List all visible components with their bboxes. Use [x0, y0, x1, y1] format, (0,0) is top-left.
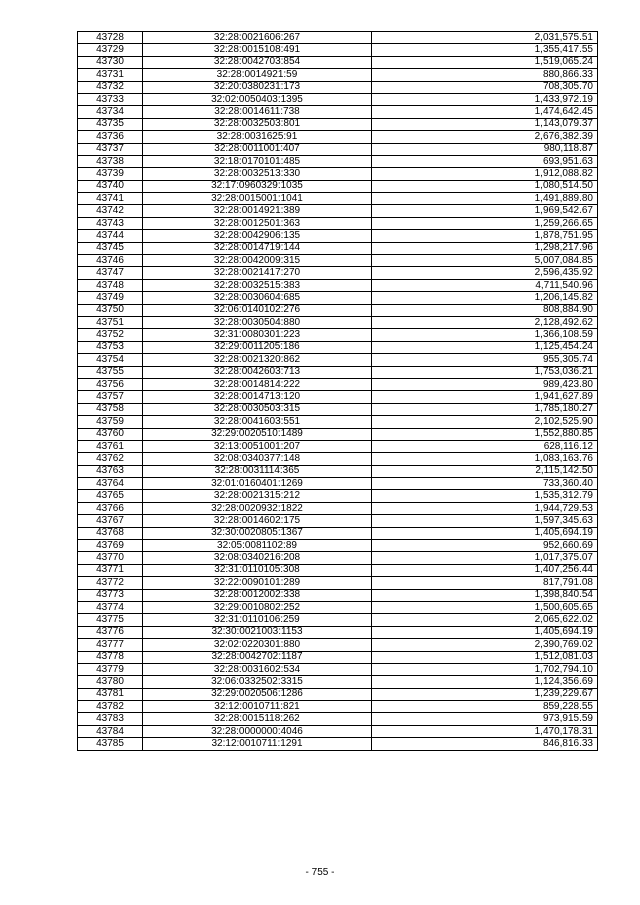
- amount-cell: 2,128,492.62: [372, 316, 598, 328]
- amount-cell: 1,405,694.19: [372, 626, 598, 638]
- row-number-cell: 43773: [78, 589, 143, 601]
- amount-cell: 846,816.33: [372, 738, 598, 750]
- cadastral-number-cell: 32:28:0020932:1822: [143, 502, 372, 514]
- row-number-cell: 43764: [78, 478, 143, 490]
- row-number-cell: 43767: [78, 515, 143, 527]
- amount-cell: 1,500,605.65: [372, 601, 598, 613]
- cadastral-number-cell: 32:05:0081102:89: [143, 540, 372, 552]
- row-number-cell: 43761: [78, 440, 143, 452]
- table-row: [78, 540, 598, 552]
- cadastral-number-cell: 32:28:0015118:262: [143, 713, 372, 725]
- table-row: [78, 205, 598, 217]
- cadastral-number-cell: 32:28:0014602:175: [143, 515, 372, 527]
- amount-cell: 1,080,514.50: [372, 180, 598, 192]
- amount-cell: 2,390,769.02: [372, 639, 598, 651]
- cadastral-number-cell: 32:28:0011001:407: [143, 143, 372, 155]
- table-row: [78, 564, 598, 576]
- cadastral-number-cell: 32:17:0960329:1035: [143, 180, 372, 192]
- cadastral-number-cell: 32:30:0021003:1153: [143, 626, 372, 638]
- cadastral-number-cell: 32:30:0020805:1367: [143, 527, 372, 539]
- row-number-cell: 43771: [78, 564, 143, 576]
- row-number-cell: 43775: [78, 614, 143, 626]
- table-row: [78, 626, 598, 638]
- cadastral-number-cell: 32:28:0032515:383: [143, 279, 372, 291]
- amount-cell: 1,535,312.79: [372, 490, 598, 502]
- amount-cell: 1,355,417.55: [372, 44, 598, 56]
- table-row: [78, 378, 598, 390]
- amount-cell: 5,007,084.85: [372, 255, 598, 267]
- amount-cell: 955,305.74: [372, 354, 598, 366]
- cadastral-number-cell: 32:02:0050403:1395: [143, 93, 372, 105]
- cadastral-number-cell: 32:28:0030504:880: [143, 316, 372, 328]
- cadastral-number-cell: 32:28:0014921:389: [143, 205, 372, 217]
- table-row: [78, 354, 598, 366]
- table-row: [78, 168, 598, 180]
- amount-cell: 1,944,729.53: [372, 502, 598, 514]
- cadastral-number-cell: 32:28:0041603:551: [143, 416, 372, 428]
- row-number-cell: 43783: [78, 713, 143, 725]
- row-number-cell: 43760: [78, 428, 143, 440]
- table-row: [78, 701, 598, 713]
- row-number-cell: 43769: [78, 540, 143, 552]
- amount-cell: 628,116.12: [372, 440, 598, 452]
- row-number-cell: 43750: [78, 304, 143, 316]
- cadastral-number-cell: 32:28:0014611:738: [143, 106, 372, 118]
- row-number-cell: 43762: [78, 453, 143, 465]
- table-row: [78, 118, 598, 130]
- row-number-cell: 43745: [78, 242, 143, 254]
- table-row: [78, 738, 598, 750]
- row-number-cell: 43758: [78, 403, 143, 415]
- amount-cell: 989,423.80: [372, 378, 598, 390]
- table-row: [78, 180, 598, 192]
- row-number-cell: 43729: [78, 44, 143, 56]
- row-number-cell: 43749: [78, 292, 143, 304]
- amount-cell: 1,512,081.03: [372, 651, 598, 663]
- row-number-cell: 43785: [78, 738, 143, 750]
- row-number-cell: 43738: [78, 155, 143, 167]
- amount-cell: 808,884.90: [372, 304, 598, 316]
- table-row: [78, 81, 598, 93]
- cadastral-number-cell: 32:28:0000000:4046: [143, 725, 372, 737]
- amount-cell: 1,125,454.24: [372, 341, 598, 353]
- cadastral-number-cell: 32:28:0021417:270: [143, 267, 372, 279]
- cadastral-number-cell: 32:28:0031114:365: [143, 465, 372, 477]
- table-row: [78, 440, 598, 452]
- cadastral-number-cell: 32:28:0042603:713: [143, 366, 372, 378]
- cadastral-number-cell: 32:28:0015001:1041: [143, 193, 372, 205]
- amount-cell: 1,206,145.82: [372, 292, 598, 304]
- row-number-cell: 43778: [78, 651, 143, 663]
- row-number-cell: 43757: [78, 391, 143, 403]
- row-number-cell: 43737: [78, 143, 143, 155]
- cadastral-number-cell: 32:08:0340216:208: [143, 552, 372, 564]
- table-row: [78, 217, 598, 229]
- row-number-cell: 43742: [78, 205, 143, 217]
- cadastral-number-cell: 32:08:0340377:148: [143, 453, 372, 465]
- amount-cell: 1,124,356.69: [372, 676, 598, 688]
- cadastral-number-cell: 32:28:0042009:315: [143, 255, 372, 267]
- row-number-cell: 43732: [78, 81, 143, 93]
- row-number-cell: 43746: [78, 255, 143, 267]
- table-row: [78, 155, 598, 167]
- table-row: [78, 639, 598, 651]
- row-number-cell: 43763: [78, 465, 143, 477]
- amount-cell: 1,398,840.54: [372, 589, 598, 601]
- table-row: [78, 465, 598, 477]
- cadastral-number-cell: 32:12:0010711:1291: [143, 738, 372, 750]
- cadastral-number-cell: 32:28:0032503:801: [143, 118, 372, 130]
- amount-cell: 1,785,180.27: [372, 403, 598, 415]
- table-row: [78, 279, 598, 291]
- row-number-cell: 43747: [78, 267, 143, 279]
- amount-cell: 1,017,375.07: [372, 552, 598, 564]
- amount-cell: 1,474,642.45: [372, 106, 598, 118]
- cadastral-number-cell: 32:12:0010711:821: [143, 701, 372, 713]
- row-number-cell: 43779: [78, 663, 143, 675]
- amount-cell: 880,866.33: [372, 69, 598, 81]
- row-number-cell: 43776: [78, 626, 143, 638]
- amount-cell: 2,065,622.02: [372, 614, 598, 626]
- amount-cell: 1,702,794.10: [372, 663, 598, 675]
- table-row: [78, 663, 598, 675]
- row-number-cell: 43740: [78, 180, 143, 192]
- table-row: [78, 44, 598, 56]
- amount-cell: 1,083,163.76: [372, 453, 598, 465]
- cadastral-number-cell: 32:28:0032513:330: [143, 168, 372, 180]
- row-number-cell: 43770: [78, 552, 143, 564]
- amount-cell: 1,878,751.95: [372, 230, 598, 242]
- table-row: [78, 69, 598, 81]
- table-row: [78, 329, 598, 341]
- table-row: [78, 589, 598, 601]
- row-number-cell: 43755: [78, 366, 143, 378]
- table-row: [78, 143, 598, 155]
- cadastral-number-cell: 32:28:0021315:212: [143, 490, 372, 502]
- table-row: [78, 478, 598, 490]
- amount-cell: 2,031,575.51: [372, 32, 598, 44]
- cadastral-number-cell: 32:29:0011205:186: [143, 341, 372, 353]
- row-number-cell: 43734: [78, 106, 143, 118]
- table-row: [78, 688, 598, 700]
- amount-cell: 733,360.40: [372, 478, 598, 490]
- cadastral-number-cell: 32:28:0014713:120: [143, 391, 372, 403]
- table-row: [78, 242, 598, 254]
- amount-cell: 1,405,694.19: [372, 527, 598, 539]
- table-row: [78, 391, 598, 403]
- cadastral-number-cell: 32:28:0014814:222: [143, 378, 372, 390]
- cadastral-number-cell: 32:28:0014921:59: [143, 69, 372, 81]
- row-number-cell: 43782: [78, 701, 143, 713]
- table-row: [78, 32, 598, 44]
- table-row: [78, 428, 598, 440]
- row-number-cell: 43765: [78, 490, 143, 502]
- amount-cell: 1,298,217.96: [372, 242, 598, 254]
- amount-cell: 1,239,229.67: [372, 688, 598, 700]
- amount-cell: 952,660.69: [372, 540, 598, 552]
- row-number-cell: 43735: [78, 118, 143, 130]
- table-row: [78, 106, 598, 118]
- row-number-cell: 43772: [78, 577, 143, 589]
- table-row: [78, 366, 598, 378]
- table-row: [78, 416, 598, 428]
- cadastral-number-cell: 32:28:0042702:1187: [143, 651, 372, 663]
- row-number-cell: 43774: [78, 601, 143, 613]
- page-number: - 755 -: [305, 867, 335, 878]
- amount-cell: 2,115,142.50: [372, 465, 598, 477]
- table-row: [78, 453, 598, 465]
- cadastral-number-cell: 32:31:0110105:308: [143, 564, 372, 576]
- amount-cell: 693,951.63: [372, 155, 598, 167]
- table-row: [78, 403, 598, 415]
- amount-cell: 1,597,345.63: [372, 515, 598, 527]
- row-number-cell: 43739: [78, 168, 143, 180]
- row-number-cell: 43766: [78, 502, 143, 514]
- amount-cell: 973,915.59: [372, 713, 598, 725]
- cadastral-number-cell: 32:28:0021320:862: [143, 354, 372, 366]
- amount-cell: 817,791.08: [372, 577, 598, 589]
- amount-cell: 2,102,525.90: [372, 416, 598, 428]
- row-number-cell: 43744: [78, 230, 143, 242]
- cadastral-number-cell: 32:06:0332502:3315: [143, 676, 372, 688]
- row-number-cell: 43736: [78, 131, 143, 143]
- amount-cell: 1,433,972.19: [372, 93, 598, 105]
- row-number-cell: 43781: [78, 688, 143, 700]
- row-number-cell: 43741: [78, 193, 143, 205]
- row-number-cell: 43733: [78, 93, 143, 105]
- amount-cell: 2,596,435.92: [372, 267, 598, 279]
- cadastral-number-cell: 32:28:0042906:135: [143, 230, 372, 242]
- amount-cell: 1,143,079.37: [372, 118, 598, 130]
- row-number-cell: 43754: [78, 354, 143, 366]
- amount-cell: 1,366,108.59: [372, 329, 598, 341]
- table-row: [78, 341, 598, 353]
- cadastral-number-cell: 32:31:0080301:223: [143, 329, 372, 341]
- amount-cell: 1,941,627.89: [372, 391, 598, 403]
- row-number-cell: 43784: [78, 725, 143, 737]
- row-number-cell: 43759: [78, 416, 143, 428]
- row-number-cell: 43756: [78, 378, 143, 390]
- table-row: [78, 267, 598, 279]
- amount-cell: 708,305.70: [372, 81, 598, 93]
- row-number-cell: 43753: [78, 341, 143, 353]
- cadastral-number-cell: 32:28:0031625:91: [143, 131, 372, 143]
- table-row: [78, 725, 598, 737]
- table-row: [78, 577, 598, 589]
- amount-cell: 1,259,266.65: [372, 217, 598, 229]
- amount-cell: 1,969,542.67: [372, 205, 598, 217]
- cadastral-number-cell: 32:28:0012002:338: [143, 589, 372, 601]
- cadastral-number-cell: 32:29:0020506:1286: [143, 688, 372, 700]
- cadastral-number-cell: 32:13:0051001:207: [143, 440, 372, 452]
- cadastral-number-cell: 32:28:0042703:854: [143, 56, 372, 68]
- table-row: [78, 515, 598, 527]
- amount-cell: 1,470,178.31: [372, 725, 598, 737]
- cadastral-number-cell: 32:22:0090101:289: [143, 577, 372, 589]
- table-row: [78, 676, 598, 688]
- cadastral-number-cell: 32:28:0031602:534: [143, 663, 372, 675]
- amount-cell: 4,711,540.96: [372, 279, 598, 291]
- cadastral-number-cell: 32:28:0015108:491: [143, 44, 372, 56]
- cadastral-number-cell: 32:06:0140102:276: [143, 304, 372, 316]
- amount-cell: 980,118.87: [372, 143, 598, 155]
- amount-cell: 1,407,256.44: [372, 564, 598, 576]
- amount-cell: 1,753,036.21: [372, 366, 598, 378]
- row-number-cell: 43768: [78, 527, 143, 539]
- amount-cell: 1,552,880.85: [372, 428, 598, 440]
- row-number-cell: 43751: [78, 316, 143, 328]
- cadastral-number-cell: 32:18:0170101:485: [143, 155, 372, 167]
- table-row: [78, 527, 598, 539]
- cadastral-number-cell: 32:28:0014719:144: [143, 242, 372, 254]
- table-row: [78, 614, 598, 626]
- amount-cell: 1,491,889.80: [372, 193, 598, 205]
- cadastral-number-cell: 32:28:0021606:267: [143, 32, 372, 44]
- cadastral-number-cell: 32:20:0380231:173: [143, 81, 372, 93]
- row-number-cell: 43730: [78, 56, 143, 68]
- table-row: [78, 304, 598, 316]
- cadastral-number-cell: 32:02:0220301:880: [143, 639, 372, 651]
- table-row: [78, 56, 598, 68]
- table-row: [78, 131, 598, 143]
- table-row: [78, 502, 598, 514]
- table-row: [78, 93, 598, 105]
- row-number-cell: 43728: [78, 32, 143, 44]
- cadastral-number-cell: 32:28:0030604:685: [143, 292, 372, 304]
- table-row: [78, 230, 598, 242]
- table-row: [78, 490, 598, 502]
- amount-cell: 1,912,088.82: [372, 168, 598, 180]
- data-table: [77, 31, 598, 751]
- row-number-cell: 43777: [78, 639, 143, 651]
- amount-cell: 2,676,382.39: [372, 131, 598, 143]
- row-number-cell: 43752: [78, 329, 143, 341]
- table-row: [78, 552, 598, 564]
- row-number-cell: 43780: [78, 676, 143, 688]
- cadastral-number-cell: 32:28:0030503:315: [143, 403, 372, 415]
- amount-cell: 859,228.55: [372, 701, 598, 713]
- table-row: [78, 255, 598, 267]
- cadastral-number-cell: 32:31:0110106:259: [143, 614, 372, 626]
- table-row: [78, 713, 598, 725]
- cadastral-number-cell: 32:29:0020510:1489: [143, 428, 372, 440]
- table-row: [78, 193, 598, 205]
- amount-cell: 1,519,065.24: [372, 56, 598, 68]
- row-number-cell: 43731: [78, 69, 143, 81]
- row-number-cell: 43748: [78, 279, 143, 291]
- cadastral-number-cell: 32:28:0012501:363: [143, 217, 372, 229]
- table-row: [78, 292, 598, 304]
- table-row: [78, 316, 598, 328]
- table-row: [78, 601, 598, 613]
- cadastral-number-cell: 32:01:0160401:1269: [143, 478, 372, 490]
- row-number-cell: 43743: [78, 217, 143, 229]
- table-body: [78, 32, 598, 751]
- cadastral-number-cell: 32:29:0010802:252: [143, 601, 372, 613]
- table-row: [78, 651, 598, 663]
